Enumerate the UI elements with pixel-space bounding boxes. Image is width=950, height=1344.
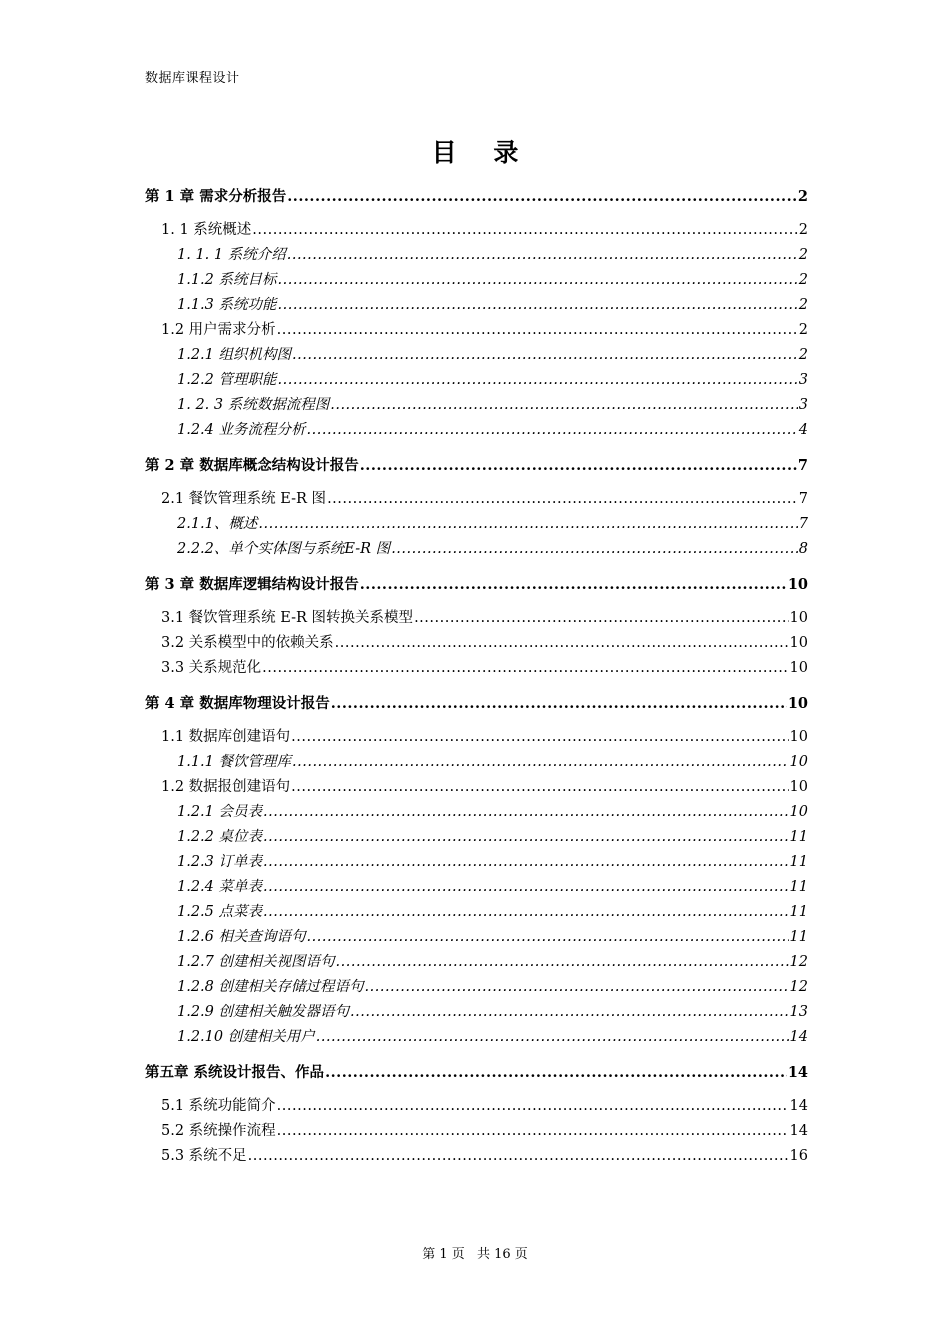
toc-leader-dots: [336, 950, 789, 975]
toc-entry[interactable]: [145, 1119, 808, 1144]
toc-entry[interactable]: [145, 268, 808, 293]
toc-entry-page: 10: [789, 729, 808, 745]
toc-entry-page: 7: [798, 516, 808, 532]
toc-leader-dots: [263, 800, 789, 825]
toc-entry-title: 1. 2. 3 系统数据流程图: [177, 397, 330, 413]
toc-entry[interactable]: [145, 512, 808, 537]
running-header: 数据库课程设计: [145, 71, 240, 86]
toc-entry[interactable]: [145, 418, 808, 443]
toc-entry-page: 10: [789, 635, 808, 651]
toc-entry-title: 5.2 系统操作流程: [161, 1123, 276, 1139]
toc-entry-page: 3: [798, 397, 808, 413]
toc-entry-page: 10: [789, 804, 808, 820]
toc-entry-title: 1.2.4 菜单表: [177, 879, 263, 895]
toc-entry-title: 2.1.1、概述: [177, 516, 258, 532]
toc-leader-dots: [248, 1144, 789, 1169]
toc-entry-page: 11: [789, 879, 808, 895]
toc-entry-page: 2: [798, 247, 808, 263]
toc-entry[interactable]: [145, 875, 808, 900]
toc-entry-title: 3.2 关系模型中的依赖关系: [161, 635, 334, 651]
toc-entry-page: 11: [789, 854, 808, 870]
toc-entry-title: 1.2 数据报创建语句: [161, 779, 291, 795]
toc-entry-page: 14: [787, 1064, 808, 1081]
toc-entry-title: 1. 1. 1 系统介绍: [177, 247, 286, 263]
toc-leader-dots: [330, 393, 798, 418]
toc-entry[interactable]: [145, 750, 808, 775]
toc-entry-page: 2: [798, 347, 808, 363]
toc-entry[interactable]: [145, 1000, 808, 1025]
toc-entry[interactable]: [145, 1025, 808, 1050]
toc-entry-title: 1.2.2 桌位表: [177, 829, 263, 845]
toc-entry-title: 1.1.2 系统目标: [177, 272, 277, 288]
toc-entry[interactable]: [145, 606, 808, 631]
toc-entry-page: 12: [789, 979, 808, 995]
toc-leader-dots: [258, 512, 797, 537]
toc-entry-page: 14: [789, 1123, 808, 1139]
toc-entry[interactable]: [145, 343, 808, 368]
toc-entry-title: 1.1 数据库创建语句: [161, 729, 291, 745]
toc-entry[interactable]: [145, 850, 808, 875]
toc-leader-dots: [365, 975, 789, 1000]
toc-entry-page: 10: [787, 576, 808, 593]
toc-entry[interactable]: [145, 537, 808, 562]
toc-leader-dots: [278, 293, 798, 318]
toc-entry-title: 5.3 系统不足: [161, 1148, 247, 1164]
toc-entry-page: 2: [798, 272, 808, 288]
toc-entry[interactable]: [145, 925, 808, 950]
toc-entry-title: 2.2.2、单个实体图与系统E-R 图: [177, 541, 391, 557]
toc-entry-page: 7: [798, 491, 808, 507]
toc-entry[interactable]: [145, 631, 808, 656]
toc-leader-dots: [277, 1094, 789, 1119]
toc-leader-dots: [287, 184, 797, 209]
toc-leader-dots: [307, 925, 789, 950]
toc-entry[interactable]: [145, 800, 808, 825]
toc-entry[interactable]: [145, 775, 808, 800]
toc-leader-dots: [414, 606, 788, 631]
toc-entry-title: 1.2.9 创建相关触发器语句: [177, 1004, 350, 1020]
toc-entry-title: 1. 1 系统概述: [161, 222, 252, 238]
toc-entry-title: 1.1.3 系统功能: [177, 297, 277, 313]
toc-entry-page: 10: [789, 779, 808, 795]
toc-entry-page: 2: [798, 322, 808, 338]
toc-leader-dots: [277, 1119, 789, 1144]
toc-entry[interactable]: [145, 975, 808, 1000]
toc-entry-title: 第 2 章 数据库概念结构设计报告: [145, 457, 359, 474]
toc-entry-page: 2: [798, 297, 808, 313]
toc-leader-dots: [277, 318, 798, 343]
toc-entry[interactable]: [145, 725, 808, 750]
toc-entry-page: 2: [797, 188, 808, 205]
toc-leader-dots: [360, 572, 787, 597]
toc-entry[interactable]: [145, 243, 808, 268]
page-number: 第 1 页: [422, 1247, 465, 1262]
toc-leader-dots: [391, 537, 798, 562]
toc-entry-page: 2: [798, 222, 808, 238]
toc-entry[interactable]: [145, 318, 808, 343]
total-pages: 共 16 页: [476, 1247, 528, 1262]
toc-entry-title: 第五章 系统设计报告、作品: [145, 1064, 325, 1081]
toc-entry-page: 11: [789, 904, 808, 920]
toc-entry-title: 2.1 餐饮管理系统 E-R 图: [161, 491, 327, 507]
toc-entry[interactable]: [145, 452, 808, 478]
toc-leader-dots: [252, 218, 797, 243]
toc-entry[interactable]: [145, 825, 808, 850]
toc-leader-dots: [291, 725, 788, 750]
toc-entry-title: 第 3 章 数据库逻辑结构设计报告: [145, 576, 359, 593]
toc-leader-dots: [263, 875, 789, 900]
toc-entry-page: 10: [787, 695, 808, 712]
toc-entry-title: 3.1 餐饮管理系统 E-R 图转换关系模型: [161, 610, 414, 626]
toc-entry-title: 第 1 章 需求分析报告: [145, 188, 287, 205]
toc-entry-page: 12: [789, 954, 808, 970]
toc-entry-title: 1.2.6 相关查询语句: [177, 929, 306, 945]
toc-entry[interactable]: [145, 218, 808, 243]
toc-entry[interactable]: [145, 900, 808, 925]
toc-leader-dots: [263, 850, 789, 875]
toc-entry-title: 3.3 关系规范化: [161, 660, 262, 676]
toc-leader-dots: [331, 691, 787, 716]
toc-entry[interactable]: [145, 690, 808, 716]
toc-entry-title: 1.2.5 点菜表: [177, 904, 263, 920]
toc-leader-dots: [335, 631, 789, 656]
toc-leader-dots: [263, 900, 789, 925]
toc-entry[interactable]: [145, 950, 808, 975]
page-footer: [0, 1243, 950, 1262]
toc-entry-page: 8: [798, 541, 808, 557]
toc-leader-dots: [360, 453, 797, 478]
toc-leader-dots: [292, 750, 789, 775]
toc-leader-dots: [316, 1025, 789, 1050]
toc-leader-dots: [291, 775, 788, 800]
toc-leader-dots: [263, 825, 789, 850]
toc-entry-page: 10: [789, 754, 808, 770]
toc-entry-title: 1.2.8 创建相关存储过程语句: [177, 979, 364, 995]
toc-entry[interactable]: [145, 1144, 808, 1169]
toc-leader-dots: [325, 1060, 787, 1085]
toc-entry[interactable]: [145, 293, 808, 318]
toc-entry-title: 1.1.1 餐饮管理库: [177, 754, 292, 770]
toc-entry[interactable]: [145, 487, 808, 512]
toc-entry-title: 1.2.1 组织机构图: [177, 347, 292, 363]
toc-entry-page: 14: [789, 1029, 808, 1045]
toc-entry-title: 1.2.1 会员表: [177, 804, 263, 820]
toc-entry-page: 4: [798, 422, 808, 438]
toc-entry[interactable]: [145, 571, 808, 597]
toc-entry[interactable]: [145, 368, 808, 393]
toc-entry[interactable]: [145, 656, 808, 681]
toc-leader-dots: [327, 487, 798, 512]
toc-leader-dots: [307, 418, 798, 443]
toc-entry-title: 1.2.3 订单表: [177, 854, 263, 870]
table-of-contents: [145, 183, 808, 1169]
toc-leader-dots: [278, 368, 798, 393]
toc-entry-page: 10: [789, 660, 808, 676]
toc-title: 目 录: [431, 138, 533, 167]
toc-entry[interactable]: [145, 393, 808, 418]
toc-entry-page: 7: [797, 457, 808, 474]
toc-leader-dots: [262, 656, 788, 681]
toc-entry[interactable]: [145, 1059, 808, 1085]
toc-entry-title: 1.2 用户需求分析: [161, 322, 276, 338]
toc-entry[interactable]: [145, 1094, 808, 1119]
toc-entry-title: 1.2.2 管理职能: [177, 372, 277, 388]
toc-entry-page: 14: [789, 1098, 808, 1114]
toc-leader-dots: [278, 268, 798, 293]
toc-entry-page: 16: [789, 1148, 808, 1164]
toc-entry-title: 1.2.7 创建相关视图语句: [177, 954, 335, 970]
toc-entry-page: 11: [789, 929, 808, 945]
toc-entry-page: 13: [789, 1004, 808, 1020]
toc-entry-title: 1.2.10 创建相关用户: [177, 1029, 315, 1045]
toc-leader-dots: [287, 243, 798, 268]
toc-entry-title: 1.2.4 业务流程分析: [177, 422, 306, 438]
toc-entry-title: 5.1 系统功能简介: [161, 1098, 276, 1114]
toc-leader-dots: [292, 343, 798, 368]
toc-entry-page: 10: [789, 610, 808, 626]
toc-entry-title: 第 4 章 数据库物理设计报告: [145, 695, 330, 712]
toc-entry[interactable]: [145, 183, 808, 209]
toc-leader-dots: [350, 1000, 789, 1025]
toc-entry-page: 11: [789, 829, 808, 845]
toc-entry-page: 3: [798, 372, 808, 388]
